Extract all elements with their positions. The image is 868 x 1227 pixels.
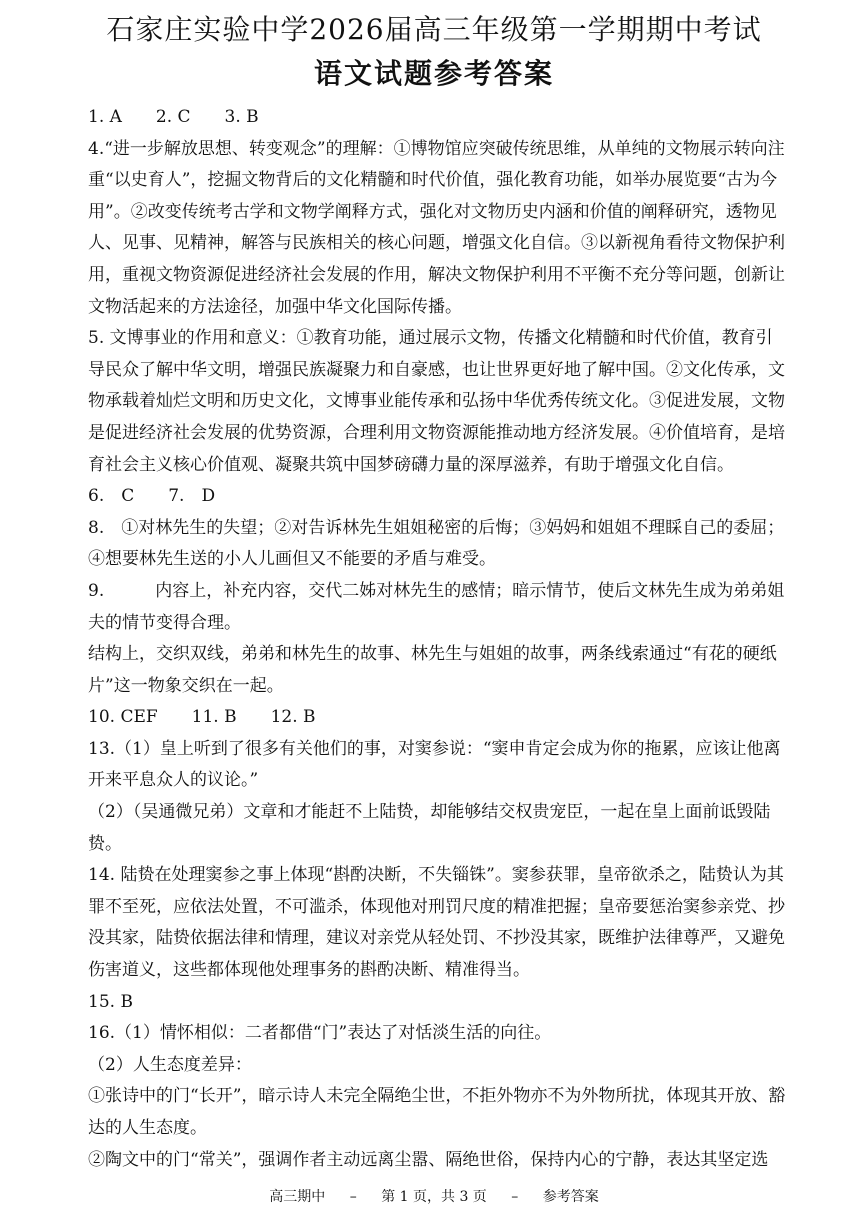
footer-separator: – [511, 1189, 519, 1205]
exam-subtitle: 语文试题参考答案 [313, 57, 554, 90]
footer-page-number: 第 1 页，共 3 页 [381, 1189, 487, 1205]
answer-paragraph: 5. 文博事业的作用和意义：①教育功能，通过展示文物，传播文化精髓和时代价值，教育引导民众了解中华文明，增强民族凝聚力和自豪感，也让世界更好地了解中国。②文化传承，文物承载着灿烂文明和历史文化，文博事业能传承和弘扬中华优秀传统文化。③促进发展，文物是促进经济社会发展的优势资源，合理利用文物资源能推动地方经济发展。④价值培育，是培育社会主义核心价值观、凝聚共筑中国梦磅礴力量的深厚滋养，有助于增强文化自信。 [88, 328, 785, 475]
page-footer [0, 1186, 868, 1206]
answer-paragraph: （2）人生态度差异： [88, 1054, 252, 1075]
answer-paragraph: 结构上，交织双线，弟弟和林先生的故事、林先生与姐姐的故事，两条线索通过“有花的硬纸片”这一物象交织在一起。 [88, 644, 777, 696]
exam-title: 石家庄实验中学2026届高三年级第一学期期中考试 [106, 13, 762, 46]
answer-body [88, 102, 788, 1176]
answer-paragraph: 15. B [88, 991, 133, 1012]
answer-paragraph: 13.（1）皇上听到了很多有关他们的事，对窦参说：“窦申肯定会成为你的拖累，应该让他离开来平息众人的议论。” [88, 738, 781, 791]
answer-paragraph: 14. 陆贽在处理窦参之事上体现“斟酌决断，不失锱铢”。窦参获罪，皇帝欲杀之，陆贽认为其罪不至死，应依法处置，不可滥杀，体现他对刑罚尺度的精准把握；皇帝要惩治窦参亲党、抄没其家，陆贽依据法律和情理，建议对亲党从轻处罚、不抄没其家，既维护法律尊严，又避免伤害道义，这些都体现他处理事务的斟酌决断、精准得当。 [88, 865, 785, 981]
answer-paragraph: 9. 内容上，补充内容，交代二姊对林先生的感情；暗示情节，使后文林先生成为弟弟姐夫的情节变得合理。 [88, 580, 785, 633]
footer-doc-type: 参考答案 [542, 1189, 599, 1205]
answer-paragraph: 6. C 7. D [88, 486, 216, 507]
answer-paragraph: ①张诗中的门“长开”，暗示诗人未完全隔绝尘世，不拒外物亦不为外物所扰，体现其开放、豁达的人生态度。 [88, 1086, 786, 1138]
answer-paragraph: （2）（吴通微兄弟）文章和才能赶不上陆贽，却能够结交权贵宠臣，一起在皇上面前诋毁陆贽。 [88, 802, 771, 854]
answer-paragraph: 1. A 2. C 3. B [88, 107, 259, 127]
answer-paragraph: 4.“进一步解放思想、转变观念”的理解：①博物馆应突破传统思维，从单纯的文物展示转向注重“以史育人”，挖掘文物背后的文化精髓和时代价值，强化教育功能，如举办展览要“古为今用”。②改变传统考古学和文物学阐释方式，强化对文物历史内涵和价值的阐释研究，透物见人、见事、见精神，解答与民族相关的核心问题，增强文化自信。③以新视角看待文物保护利用，重视文物资源促进经济社会发展的作用，解决文物保护利用不平衡不充分等问题，创新让文物活起来的方法途径，加强中华文化国际传播。 [88, 138, 785, 317]
answer-paragraph: 16.（1）情怀相似：二者都借“门”表达了对恬淡生活的向往。 [88, 1023, 552, 1044]
answer-paragraph: 8. ①对林先生的失望；②对告诉林先生姐姐秘密的后悔；③妈妈和姐姐不理睬自己的委屈；④想要林先生送的小人儿画但又不能要的矛盾与难受。 [88, 517, 785, 570]
footer-exam-name: 高三期中 [269, 1189, 326, 1205]
answer-paragraph: 10. CEF 11. B 12. B [88, 707, 316, 728]
answer-paragraph: ②陶文中的门“常关”，强调作者主动远离尘嚣、隔绝世俗，保持内心的宁静，表达其坚定选 [88, 1149, 769, 1170]
footer-separator: – [349, 1189, 357, 1205]
